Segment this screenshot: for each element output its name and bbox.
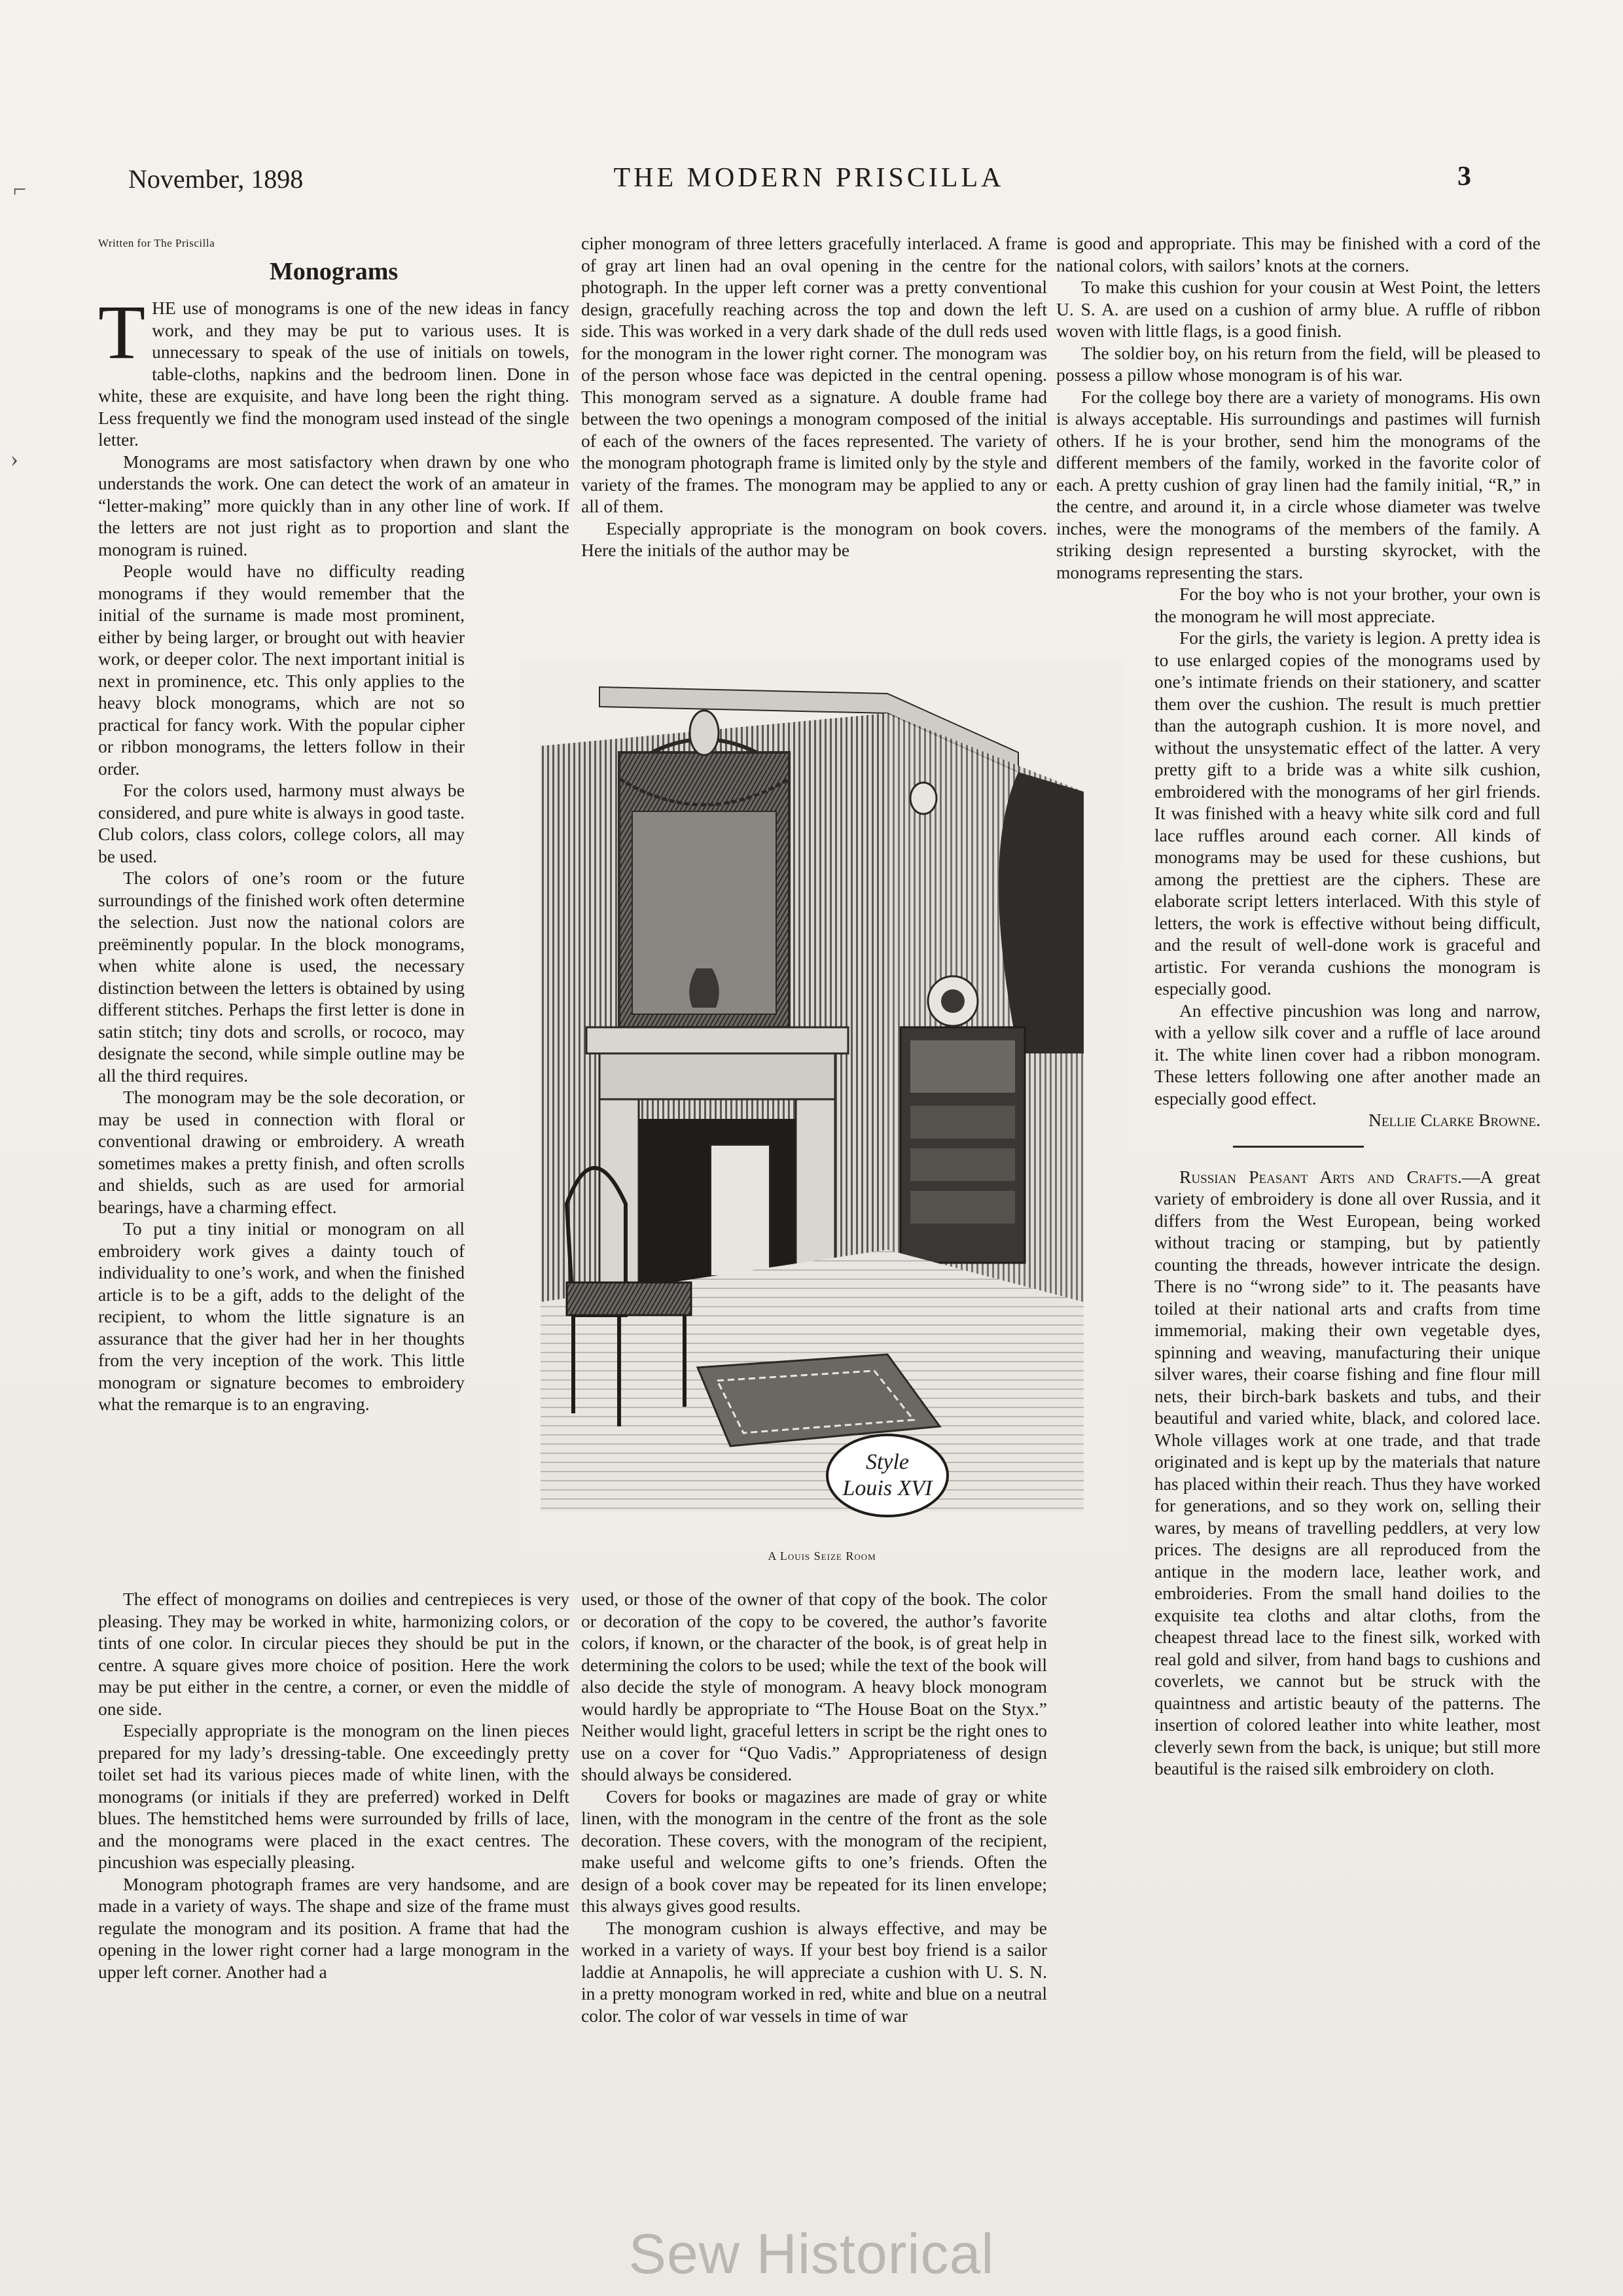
- watermark-text: Sew Historical: [628, 2223, 995, 2286]
- article-paragraph: To make this cushion for your cousin at West Point, the letters U. S. A. are used on a cushion of army blue. A ruffle of ribbon woven with little flags, is a good finish.: [1056, 277, 1541, 341]
- page-number: 3: [1457, 162, 1471, 192]
- article-paragraph: The monogram cushion is always effective, and may be worked in a variety of ways. If your best boy friend is a sailor laddie at Annapolis, he will appreciate a cushion with U. S. N. in a pretty monogram worked in red, white and blue on a neutral color. The color of war vessels in time of war: [581, 1917, 1047, 2026]
- article-paragraph: Monogram photograph frames are very handsome, and are made in a variety of ways. The shape and size of the frame must regulate the monogram and its position. A frame that had the opening in the lower right corner had a large monogram in the upper left corner. Another had a: [98, 1873, 569, 1982]
- dropcap-letter: T: [98, 289, 146, 375]
- article-column-1: [98, 232, 569, 1415]
- article-paragraph: For the girls, the variety is legion. A pretty idea is to use enlarged copies of the monograms used by one’s intimate friends on their stationery, and scatter them over the cushion. The result is much prettier than the autograph cushion. It is more novel, and without the unsystematic effect of the latter. A very pretty gift to a bride was a white silk cushion, embroidered with the monograms of her girl friends. It was finished with a heavy white silk cord and full lace ruffles around each corner. All kinds of monograms may be used for these cushions, but among the prettiest are the ciphers. These are elaborate script letters interlaced. With this style of letters, the work is effective without being difficult, and the result of well-done work is graceful and artistic. For veranda cushions the monogram is especially good.: [1154, 627, 1541, 998]
- article-paragraph: The monogram may be the sole decoration, or may be used in connection with floral or conventional drawing or embroidery. A wreath sometimes makes a pretty finish, and often scrolls and shields, such as are used for armorial bearings, have a charming effect.: [98, 1087, 465, 1217]
- page-header: [128, 164, 1489, 209]
- article-paragraph: The colors of one’s room or the future surroundings of the finished work often determine the selection. Just now the national colors are preëminently popular. In the block monograms, when white alone is used, the necessary distinction between the letters is obtained by using different stitches. Perhaps the first letter is done in satin stitch; tiny dots and scrolls, or rococo, may designate the second, while simple outline may be all the third requires.: [98, 868, 465, 1086]
- article-column-3: [1056, 232, 1541, 1780]
- russian-paragraph: Russian Peasant Arts and Crafts.—A great variety of embroidery is done all over Russia, and it differs from the West European, being worked without tracing or stamping, but by patiently counting the threads, however intricate the design. There is no “wrong side” to it. The peasants have toiled at their national arts and crafts from time immemorial, making their own vegetable dyes, spinning and weaving, manufacturing their unique silver wares, their coarse fishing and fine flour mill nets, their birch-bark baskets and tubs, and their beautiful and varied white, black, and colored lace. Whole villages work at one trade, and that trade originated and is kept up by the materials that nature has placed within their reach. Thus they have worked for generations, and so they work on, selling their wares, by means of travelling peddlers, at very low prices. The designs are all reproduced from the antique in the modern lace, leather work, and embroideries. From the small hand doilies to the exquisite tea cloths and altar cloths, from the cheapest thread lace to the finest silk, worked with real gold and silver, from hand bags to cushions and coverlets, we cannot but be struck with the quaintness and artistic beauty of the patterns. The insertion of colored leather into white leather, most cleverly sewn from the back, is unique; but still more beautiful is the raised silk embroidery on cloth.: [1154, 1166, 1541, 1778]
- louis-seize-room-illustration: [521, 661, 1123, 1551]
- article-paragraph: For the boy who is not your brother, your own is the monogram he will most appreciate.: [1154, 584, 1541, 626]
- article-title: Monograms: [269, 257, 399, 285]
- issue-date: November, 1898: [128, 164, 304, 194]
- article-paragraph: is good and appropriate. This may be finished with a cord of the national colors, with sailors’ knots at the corners.: [1056, 233, 1541, 275]
- article-paragraph: Especially appropriate is the monogram on the linen pieces prepared for my lady’s dressing-table. One exceedingly pretty toilet set had its various pieces made of white linen, with the monograms (or initials if they are preferred) worked in Delft blues. The hemstitched hems were surrounded by frills of lace, and the monograms were placed in the exact centres. The pincushion was especially pleasing.: [98, 1720, 569, 1872]
- article-paragraph: Monograms are most satisfactory when drawn by one who understands the work. One can detect the work of an amateur in “letter-making” more quickly than in any other line of work. If the letters are not just right as to proportion and slant the monogram is ruined.: [98, 451, 569, 559]
- russian-heading: Russian Peasant Arts and Crafts.: [1179, 1166, 1462, 1187]
- article-paragraph: To put a tiny initial or monogram on all embroidery work gives a dainty touch of individuality to one’s work, and when the finished article is to be a gift, adds to the delight of the recipient, to whom the little signature is an assurance that the giver had her in her thoughts from the very inception of the work. This little monogram or signature becomes to embroidery what the remarque is to an engraving.: [98, 1218, 465, 1414]
- article-paragraph: cipher monogram of three letters gracefully interlaced. A frame of gray art linen had an oval opening in the centre for the photograph. In the upper left corner was a pretty conventional design, gracefully reaching across the top and down the left side. This was worked in a very dark shade of the dull reds used for the monogram in the lower right corner. The monogram was of the person whose face was depicted in the central opening. This monogram served as a signature. A double frame had between the two openings a monogram composed of the initial of each of the owners of the faces represented. The variety of the monogram photograph frame is limited only by the style and variety of the frames. The monogram may be applied to any or all of them.: [581, 233, 1047, 516]
- article-paragraph: THE use of monograms is one of the new ideas in fancy work, and they may be put to various uses. It is unnecessary to speak of the use of initials on towels, table-cloths, napkins and the bedroom linen. Done in white, these are exquisite, and have long been the right thing. Less frequently we find the monogram used instead of the single letter.: [98, 289, 569, 450]
- inscription-line-2: Louis XVI: [842, 1476, 933, 1500]
- illustration-caption: A Louis Seize Room: [768, 1549, 876, 1563]
- article-paragraph: For the colors used, harmony must always be considered, and pure white is always in good taste. Club colors, class colors, college colors, all may be used.: [98, 780, 465, 866]
- margin-mark-icon: ›: [10, 446, 18, 472]
- article-column-2-lower: [581, 1588, 1047, 2026]
- article-paragraph: The effect of monograms on doilies and centrepieces is very pleasing. They may be worked in white, harmonizing colors, or tints of one color. In circular pieces they should be put in the centre. A square gives more choice of position. Here the work may be put either in the centre, a corner, or even the middle of one side.: [98, 1589, 569, 1719]
- inscription-line-1: Style: [865, 1450, 910, 1474]
- article-paragraph: People would have no difficulty reading monograms if they would remember that the initial of the surname is made most prominent, either by being larger, or brought out with heavier work, or deeper color. The next important initial is next in prominence, etc. This only applies to the heavy block monograms, which are not so practical for fancy work. With the popular cipher or ribbon monograms, the letters follow in their order.: [98, 561, 465, 779]
- magazine-title: THE MODERN PRISCILLA: [613, 163, 1005, 193]
- article-paragraph: used, or those of the owner of that copy of the book. The color or decoration of the copy to be covered, the author’s favorite colors, if known, or the character of the book, is of great help in determining the colors to be used; while the text of the book will also decide the style of monogram. A heavy block monogram would hardly be appropriate to “The House Boat on the Styx.” Neither would light, graceful letters in script be the right ones to use on a cover for “Quo Vadis.” Appropriateness of design should always be considered.: [581, 1589, 1047, 1784]
- article-signature: Nellie Clarke Browne.: [1368, 1110, 1541, 1130]
- article-paragraph: Especially appropriate is the monogram on book covers. Here the initials of the author may be: [581, 518, 1047, 560]
- article-byline: Written for The Priscilla: [98, 237, 215, 249]
- room-engraving: [521, 661, 1123, 1551]
- section-divider: [1233, 1146, 1364, 1148]
- article-paragraph: Covers for books or magazines are made of gray or white linen, with the monogram in the centre of the front as the sole decoration. These covers, with the monogram of the recipient, make useful and welcome gifts to one’s friends. Often the design of a book cover may be repeated for its linen envelope; this always gives good results.: [581, 1786, 1047, 1916]
- article-column-1-lower: [98, 1588, 569, 1983]
- article-paragraph: The soldier boy, on his return from the field, will be pleased to possess a pillow whose monogram is of his war.: [1056, 342, 1541, 385]
- margin-mark-icon: ⌐: [13, 176, 27, 202]
- article-paragraph: An effective pincushion was long and narrow, with a yellow silk cover and a ruffle of lace around it. The white linen cover had a ribbon monogram. These letters following one after another made an especially good effect.: [1154, 1000, 1541, 1108]
- article-column-2: [581, 232, 1047, 561]
- article-paragraph: For the college boy there are a variety of monograms. His own is always acceptable. His surroundings and pastimes will furnish others. If he is your brother, send him the monograms of the different members of the family, worked in the favorite color of each. A pretty cushion of gray linen had the family initial, “R,” in the centre, and around it, in a circle whose diameter was twelve inches, were the monograms of the members of the family. A striking design represented a bursting skyrocket, with the monograms representing the stars.: [1056, 386, 1541, 582]
